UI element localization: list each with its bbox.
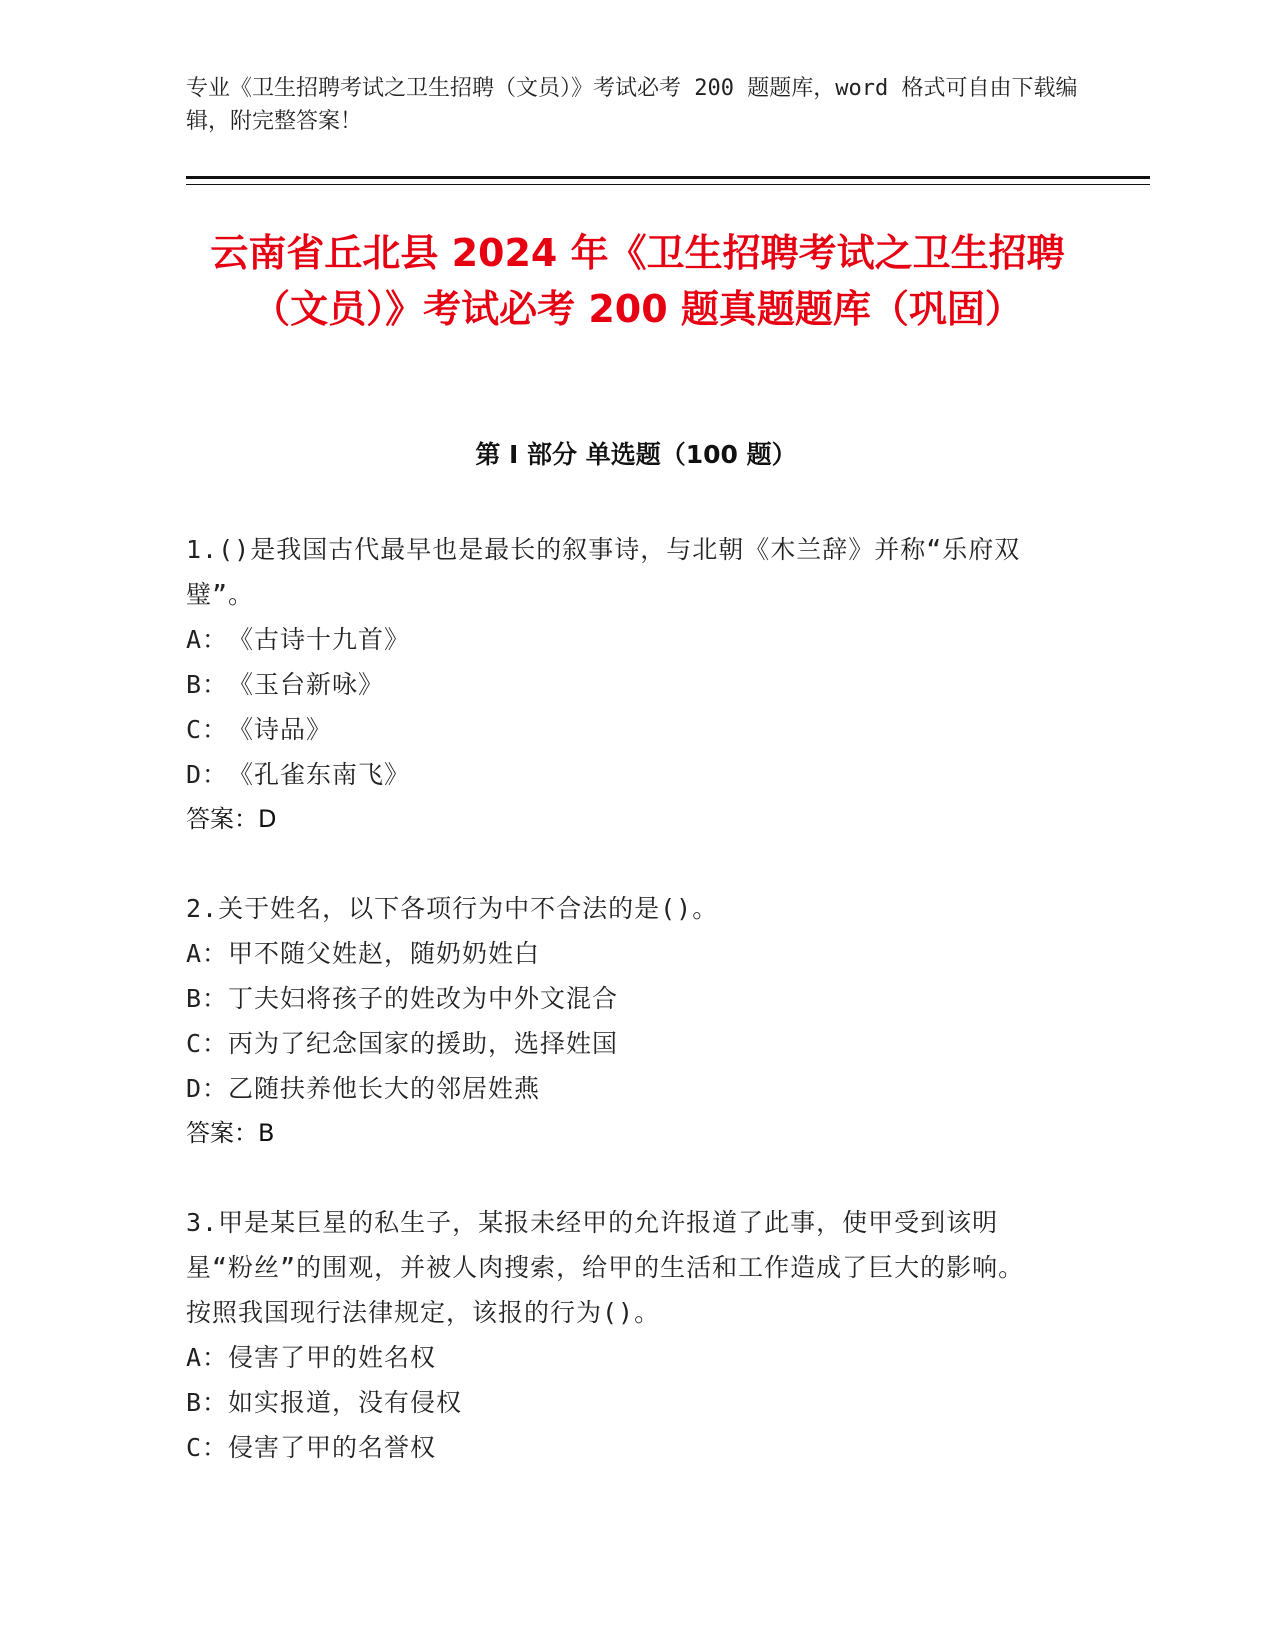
section-heading: 第 I 部分 单选题（100 题） (475, 440, 797, 469)
option-text: 丁夫妇将孩子的姓改为中外文混合 (228, 984, 619, 1013)
option-text: 乙随扶养他长大的邻居姓燕 (228, 1074, 541, 1103)
option-d (186, 1066, 1046, 1111)
question-stem: 2.关于姓名，以下各项行为中不合法的是()。 (186, 894, 719, 923)
option-text: 《诗品》 (228, 715, 333, 744)
option-letter: C： (186, 1433, 229, 1462)
option-text: 如实报道，没有侵权 (228, 1388, 463, 1417)
option-letter: B： (186, 1388, 229, 1417)
option-text: 侵害了甲的姓名权 (228, 1343, 437, 1372)
question-2 (186, 886, 1046, 1156)
option-c (186, 1021, 1046, 1066)
answer-line: 答案：B (186, 1119, 275, 1147)
option-letter: D： (186, 1074, 229, 1103)
question-3 (186, 1200, 1046, 1470)
option-c (186, 707, 1046, 752)
option-letter: B： (186, 670, 229, 699)
option-text: 丙为了纪念国家的援助，选择姓国 (228, 1029, 619, 1058)
header-rule-thin (186, 184, 1150, 185)
header-rule-thick (186, 176, 1150, 179)
header-note: 专业《卫生招聘考试之卫生招聘（文员）》考试必考 200 题题库，word 格式可自由下载编辑，附完整答案！ (186, 76, 1078, 134)
document-title: 云南省丘北县 2024 年《卫生招聘考试之卫生招聘（文员）》考试必考 200 题真题题库（巩固） (210, 231, 1065, 331)
option-a (186, 617, 1046, 662)
option-a (186, 931, 1046, 976)
question-list (186, 527, 1046, 1514)
question-stem: 1.()是我国古代最早也是最长的叙事诗，与北朝《木兰辞》并称“乐府双璧”。 (186, 535, 1021, 609)
option-letter: A： (186, 939, 229, 968)
option-text: 《玉台新咏》 (228, 670, 385, 699)
option-b (186, 976, 1046, 1021)
option-letter: A： (186, 625, 229, 654)
option-c (186, 1425, 1046, 1470)
option-text: 《古诗十九首》 (228, 625, 411, 654)
option-text: 甲不随父姓赵，随奶奶姓白 (228, 939, 541, 968)
option-text: 侵害了甲的名誉权 (228, 1433, 437, 1462)
option-b (186, 662, 1046, 707)
option-text: 《孔雀东南飞》 (228, 760, 411, 789)
option-letter: B： (186, 984, 229, 1013)
option-b (186, 1380, 1046, 1425)
answer-line: 答案：D (186, 805, 277, 833)
option-letter: A： (186, 1343, 229, 1372)
question-1 (186, 527, 1046, 842)
option-a (186, 1335, 1046, 1380)
question-stem: 3.甲是某巨星的私生子，某报未经甲的允许报道了此事，使甲受到该明星“粉丝”的围观，并被人肉搜索，给甲的生活和工作造成了巨大的影响。按照我国现行法律规定，该报的行为()。 (186, 1208, 1025, 1327)
option-d (186, 752, 1046, 797)
option-letter: C： (186, 715, 229, 744)
option-letter: D： (186, 760, 229, 789)
option-letter: C： (186, 1029, 229, 1058)
